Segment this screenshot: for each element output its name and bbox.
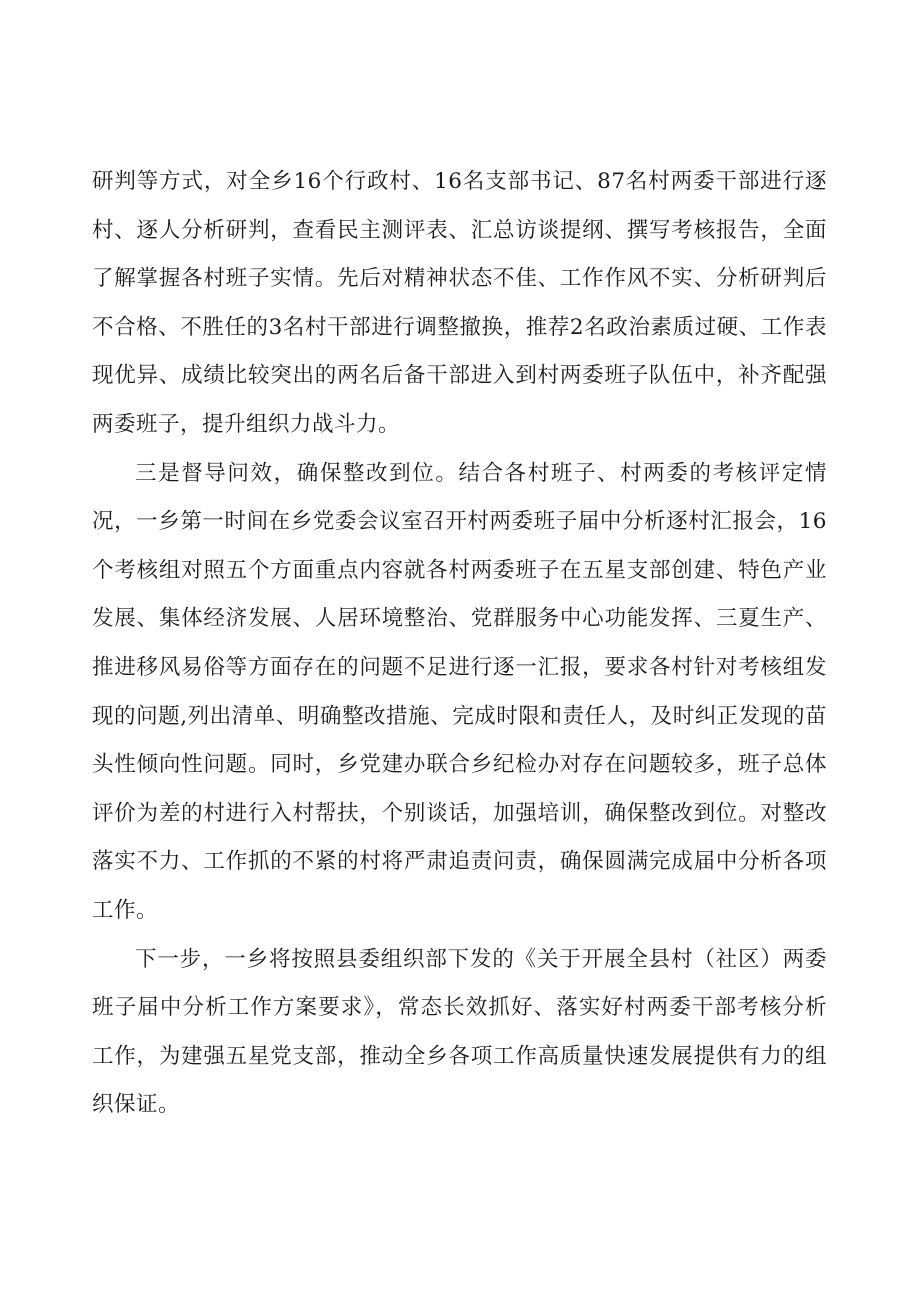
paragraph-supervision: 三是督导问效，确保整改到位。结合各村班子、村两委的考核评定情况，一乡第一时间在乡党委会议室召开村两委班子届中分析逐村汇报会，16个考核组对照五个方面重点内容就各村两委班子在五星支部创建、特色产业发展、集体经济发展、人居环境整治、党群服务中心功能发挥、三夏生产、推进移风易俗等方面存在的问题不足进行逐一汇报，要求各村针对考核组发现的问题,列出清单、明确整改措施、完成时限和责任人，及时纠正发现的苗头性倾向性问题。同时，乡党建办联合乡纪检办对存在问题较多，班子总体评价为差的村进行入村帮扶，个别谈话，加强培训，确保整改到位。对整改落实不力、工作抓的不紧的村将严肃追责问责，确保圆满完成届中分析各项工作。 <box>92 460 827 923</box>
paragraph-continuation: 研判等方式，对全乡16个行政村、16名支部书记、87名村两委干部进行逐村、逐人分析研判，查看民主测评表、汇总访谈提纲、撰写考核报告，全面了解掌握各村班子实情。先后对精神状态不佳、工作作风不实、分析研判后不合格、不胜任的3名村干部进行调整撤换，推荐2名政治素质过硬、工作表现优异、成绩比较突出的两名后备干部进入到村两委班子队伍中，补齐配强两委班子，提升组织力战斗力。 <box>92 169 827 437</box>
document-body <box>92 158 827 1130</box>
paragraph-next-step: 下一步，一乡将按照县委组织部下发的《关于开展全县村（社区）两委班子届中分析工作方案要求》，常态长效抓好、落实好村两委干部考核分析工作，为建强五星党支部，推动全乡各项工作高质量快速发展提供有力的组织保证。 <box>92 946 827 1118</box>
